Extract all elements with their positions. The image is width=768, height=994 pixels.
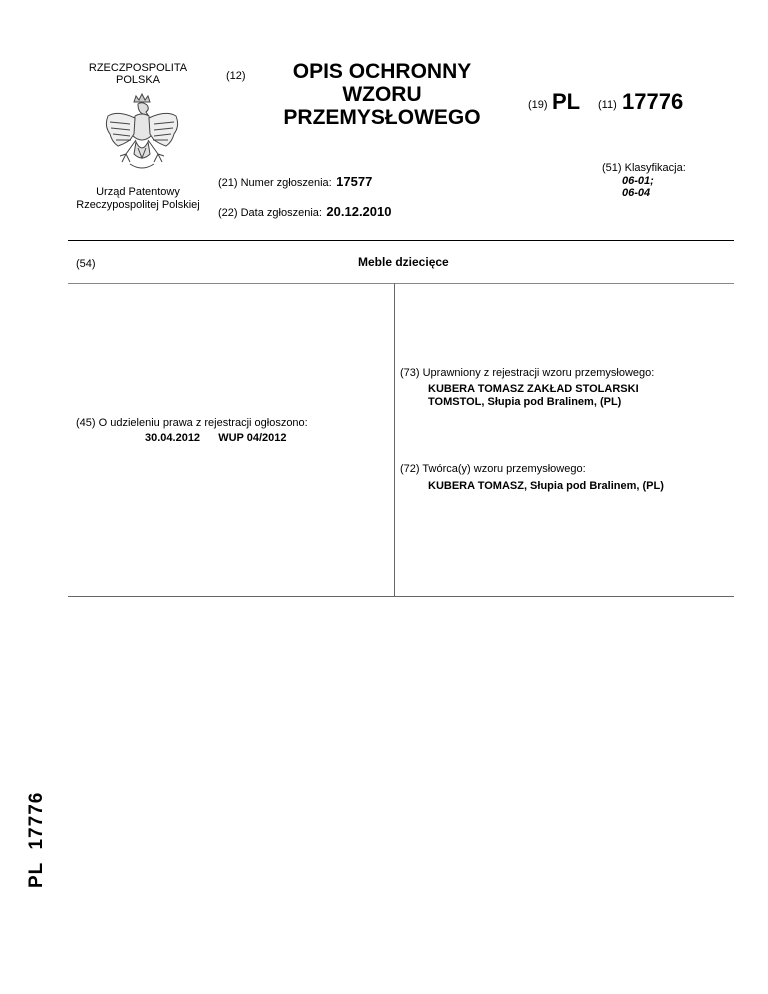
header-divider [68, 240, 734, 241]
body-bottom-divider [68, 596, 734, 597]
doc-type-line-2: WZORU [342, 83, 422, 106]
country-line-2: POLSKA [115, 74, 161, 86]
country-line-1: RZECZPOSPOLITA [88, 62, 188, 74]
title-divider [68, 283, 734, 284]
doc-type-code: (12) [226, 70, 246, 82]
classification-line-1: 06-01; [622, 175, 654, 187]
application-number-label: (21) Numer zgłoszenia: [218, 177, 332, 189]
application-number [218, 173, 372, 191]
doc-type-line-1: OPIS OCHRONNY [292, 60, 472, 83]
right-holder-label: (73) Uprawniony z rejestracji wzoru przemysłowego: [400, 367, 655, 379]
classification-values [622, 175, 654, 199]
right-holder-line-2: TOMSTOL, Słupia pod Bralinem, (PL) [428, 396, 622, 408]
doc-type-line-3: PRZEMYSŁOWEGO [283, 106, 481, 129]
grant-date: 30.04.2012 [145, 432, 201, 444]
creator-label: (72) Twórca(y) wzoru przemysłowego: [400, 463, 586, 475]
patent-office-name [64, 186, 212, 212]
classification-label: (51) Klasyfikacja: [602, 162, 686, 174]
design-title: Meble dziecięce [358, 255, 449, 269]
filing-date-value: 20.12.2010 [326, 204, 392, 219]
polish-eagle-emblem [100, 92, 184, 178]
right-holder-value [428, 383, 639, 409]
country-code-label: (19) [528, 99, 548, 111]
classification-line-2: 06-04 [622, 187, 651, 199]
bulletin-number: WUP 04/2012 [218, 432, 287, 444]
country-code-value: PL [552, 89, 581, 114]
country-name [68, 62, 208, 86]
creator-value: KUBERA TOMASZ, Słupia pod Bralinem, (PL) [428, 480, 664, 492]
column-divider [394, 283, 395, 596]
filing-date-label: (22) Data zgłoszenia: [218, 207, 322, 219]
right-holder-line-1: KUBERA TOMASZ ZAKŁAD STOLARSKI [428, 383, 639, 395]
grant-announcement-label: (45) O udzieleniu prawa z rejestracji ogłoszono: [76, 417, 308, 429]
side-publication-label: PL 17776 [26, 791, 47, 888]
filing-date [218, 203, 391, 221]
grant-announcement-details [145, 432, 286, 444]
document-type-title [262, 60, 502, 129]
publication-number-value: 17776 [622, 89, 684, 114]
title-code: (54) [76, 258, 96, 270]
publication-number-label: (11) [598, 99, 617, 111]
office-line-1: Urząd Patentowy [96, 186, 180, 198]
application-number-value: 17577 [336, 174, 373, 189]
office-line-2: Rzeczypospolitej Polskiej [76, 199, 200, 211]
